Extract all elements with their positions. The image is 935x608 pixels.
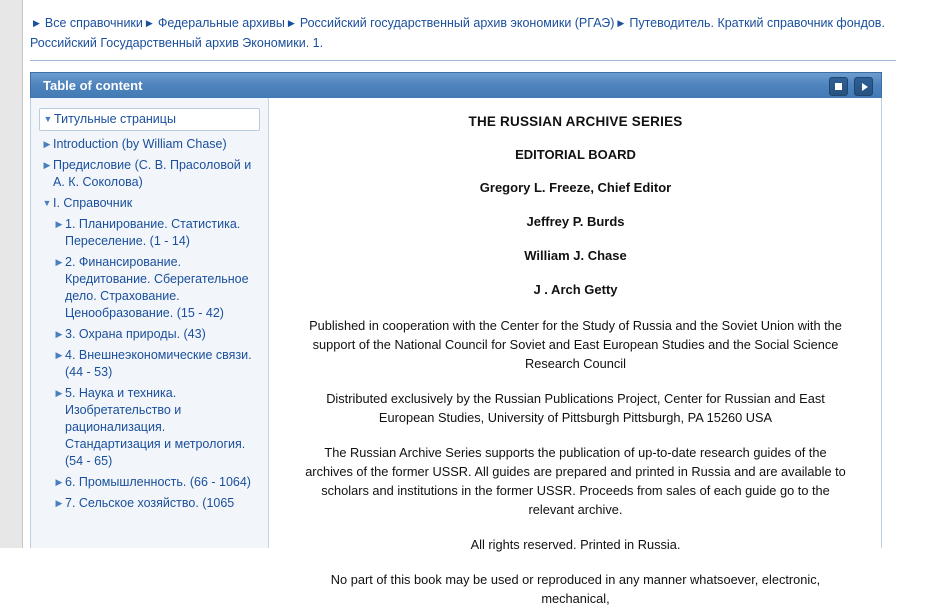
toc-item-label: 5. Наука и техника. Изобретательство и рационализация. Стандартизация и метрология. (54 - 65) xyxy=(65,386,246,468)
toc-item-preface[interactable] xyxy=(39,155,260,193)
toc-item-label: Предисловие (С. В. Прасоловой и А. К. Соколова) xyxy=(53,158,252,189)
toc-item-section-4[interactable] xyxy=(39,345,260,383)
content-frame xyxy=(30,98,882,606)
breadcrumb-separator-icon: ▶ xyxy=(145,18,153,28)
breadcrumb-separator-icon: ▶ xyxy=(33,18,40,28)
breadcrumb xyxy=(30,14,890,53)
breadcrumb-item-1[interactable]: Федеральные архивы xyxy=(157,16,285,30)
stop-square-icon[interactable] xyxy=(829,77,848,96)
toc-item-introduction[interactable] xyxy=(39,134,260,155)
breadcrumb-item-0[interactable]: Все справочники xyxy=(44,16,143,30)
toc-item-section-3[interactable] xyxy=(39,324,260,345)
breadcrumb-item-2[interactable]: Российский государственный архив экономики (РГАЭ) xyxy=(299,16,615,30)
toc-item-section-2[interactable] xyxy=(39,252,260,324)
chevron-right-icon: ▶ xyxy=(43,160,51,170)
document-pane xyxy=(270,98,881,606)
toc-item-section-6[interactable] xyxy=(39,472,260,493)
breadcrumb-separator-icon: ▶ xyxy=(617,18,625,28)
chevron-right-icon: ▶ xyxy=(55,477,63,487)
document-paragraph-5: No part of this book may be used or reproduced in any manner whatsoever, electronic, mechanical, xyxy=(330,572,821,606)
toc-item-label: 3. Охрана природы. (43) xyxy=(65,327,206,341)
toc-item-label: 2. Финансирование. Кредитование. Сберегательное дело. Страхование. Ценообразование. (15 - 42) xyxy=(65,255,249,320)
document-title: THE RUSSIAN ARCHIVE SERIES xyxy=(468,114,683,129)
chevron-right-icon: ▶ xyxy=(55,219,63,229)
toc-item-section-5[interactable] xyxy=(39,383,260,472)
toc-item-label: 1. Планирование. Статистика. Переселение. (1 - 14) xyxy=(65,217,241,248)
chevron-down-icon: ▼ xyxy=(43,114,53,124)
chevron-right-icon: ▶ xyxy=(55,257,63,267)
toc-item-label: 4. Внешнеэкономические связи. (44 - 53) xyxy=(65,348,252,379)
play-arrow-icon[interactable] xyxy=(854,77,873,96)
document-paragraph-4: All rights reserved. Printed in Russia. xyxy=(470,537,681,552)
editor-1: Jeffrey P. Burds xyxy=(526,214,625,229)
table-of-content-header xyxy=(30,72,882,100)
editor-2: William J. Chase xyxy=(524,248,627,263)
left-rail xyxy=(0,0,23,548)
editor-3: J . Arch Getty xyxy=(533,282,618,297)
chevron-right-icon: ▶ xyxy=(55,388,63,398)
chevron-down-icon: ▼ xyxy=(42,198,52,208)
toc-item-label: I. Справочник xyxy=(53,196,133,210)
chevron-right-icon: ▶ xyxy=(55,498,63,508)
toc-item-section-7[interactable] xyxy=(39,493,260,514)
chevron-right-icon: ▶ xyxy=(55,329,63,339)
toc-sidebar[interactable] xyxy=(31,98,269,548)
toc-item-label: Титульные страницы xyxy=(54,112,176,126)
document-subtitle: EDITORIAL BOARD xyxy=(515,147,636,162)
toc-item-label: Introduction (by William Chase) xyxy=(53,137,227,151)
document-paragraph-2: Distributed exclusively by the Russian Publications Project, Center for Russian and East European Studies, University of Pittsburgh Pittsburgh, PA 15260 USA xyxy=(326,391,825,425)
toc-item-title-pages[interactable] xyxy=(39,108,260,131)
toc-item-spravochnik[interactable] xyxy=(39,193,260,214)
toc-item-label: 7. Сельское хозяйство. (1065 xyxy=(65,496,235,510)
breadcrumb-separator-icon: ▶ xyxy=(287,18,295,28)
document-paragraph-1: Published in cooperation with the Center for the Study of Russia and the Soviet Union with the support of the National Council for Soviet and East European Studies and the Social Science Research Council xyxy=(309,318,842,371)
breadcrumb-divider xyxy=(30,60,896,61)
toc-title: Table of content xyxy=(43,78,143,93)
editor-chief: Gregory L. Freeze, Chief Editor xyxy=(479,180,672,195)
toc-list xyxy=(39,108,260,514)
toc-item-section-1[interactable] xyxy=(39,214,260,252)
chevron-right-icon: ▶ xyxy=(55,350,63,360)
chevron-right-icon: ▶ xyxy=(43,139,51,149)
breadcrumb-item-3[interactable]: Путеводитель. Краткий справочник фондов. Российский Государственный архив Экономики. 1. xyxy=(30,16,885,50)
document-paragraph-3: The Russian Archive Series supports the publication of up-to-date research guides of the archives of the former USSR. All guides are prepared and printed in Russia and are available to scholars and institutions in the former USSR. Proceeds from sales of each guide go to the relevant archive. xyxy=(305,445,846,517)
toc-header-buttons xyxy=(829,77,873,96)
toc-item-label: 6. Промышленность. (66 - 1064) xyxy=(65,475,251,489)
